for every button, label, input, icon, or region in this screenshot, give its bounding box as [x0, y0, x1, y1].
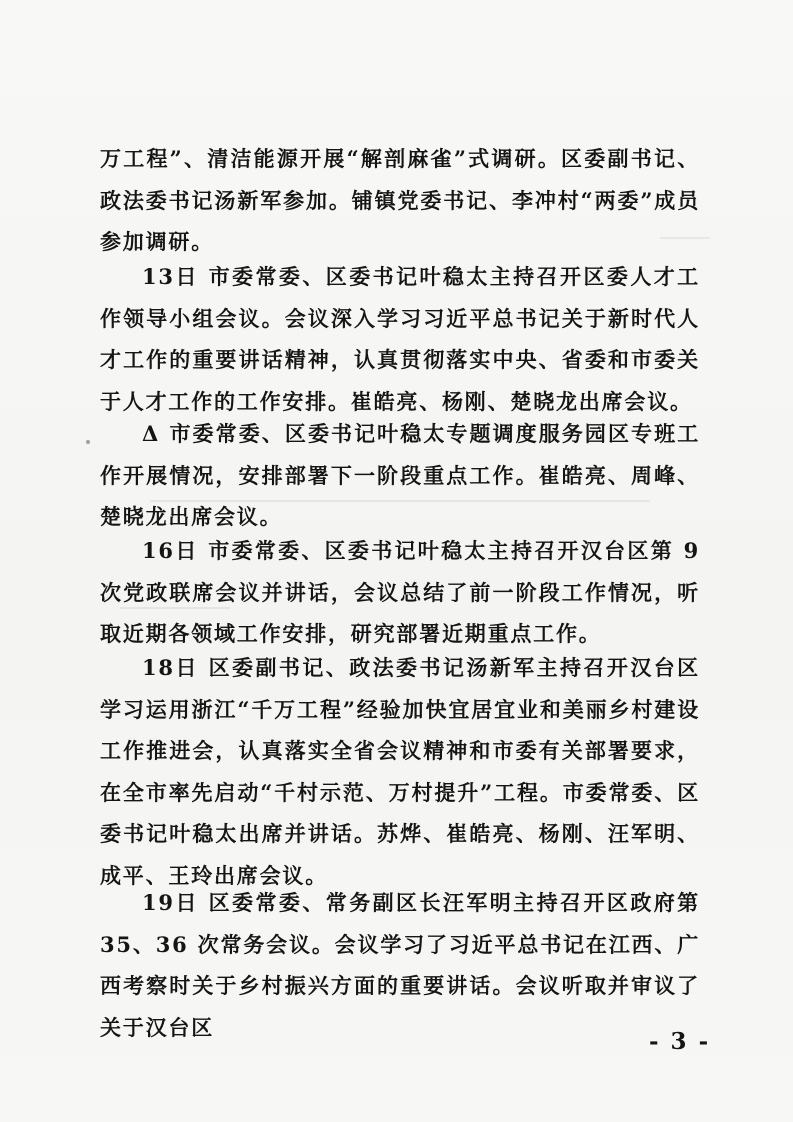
paragraph-triangle: Δ 市委常委、区委书记叶稳太专题调度服务园区专班工作开展情况，安排部署下一阶段重点工作。崔皓亮、周峰、楚晓龙出席会议。 — [100, 421, 700, 529]
paragraph-continuation: 万工程”、清洁能源开展“解剖麻雀”式调研。区委副书记、政法委书记汤新军参加。铺镇党委书记、李冲村“两委”成员参加调研。 — [100, 146, 700, 254]
paragraph-13: 13日 市委常委、区委书记叶稳太主持召开区委人才工作领导小组会议。会议深入学习习近平总书记关于新时代人才工作的重要讲话精神，认真贯彻落实中央、省委和市委关于人才工作的工作安排。崔皓亮、杨刚、楚晓龙出席会议。 — [100, 264, 700, 414]
speck-mark — [86, 440, 90, 444]
page-number: - 3 - — [649, 1028, 711, 1055]
body-text — [100, 882, 700, 1048]
body-text — [100, 413, 700, 538]
paragraph-16: 16日 市委常委、区委书记叶稳太主持召开汉台区第 9 次党政联席会议并讲话，会议总结了前一阶段工作情况，听取近期各领域工作安排，研究部署近期重点工作。 — [100, 538, 700, 646]
paragraph-18: 18日 区委副书记、政法委书记汤新军主持召开汉台区学习运用浙江“千万工程”经验加快宜居宜业和美丽乡村建设工作推进会，认真落实全省会议精神和市委有关部署要求，在全市率先启动“千村示范、万村提升”工程。市委常委、区委书记叶稳太出席并讲话。苏烨、崔皓亮、杨刚、汪军明、成平、王玲出席会议。 — [100, 655, 700, 888]
paragraph-19: 19日 区委常委、常务副区长汪军明主持召开区政府第 35、36 次常务会议。会议学习了习近平总书记在江西、广西考察时关于乡村振兴方面的重要讲话。会议听取并审议了关于汉台区 — [100, 890, 700, 1040]
body-text — [100, 530, 700, 655]
body-text — [100, 138, 700, 263]
body-text — [100, 256, 700, 422]
body-text — [100, 647, 700, 896]
